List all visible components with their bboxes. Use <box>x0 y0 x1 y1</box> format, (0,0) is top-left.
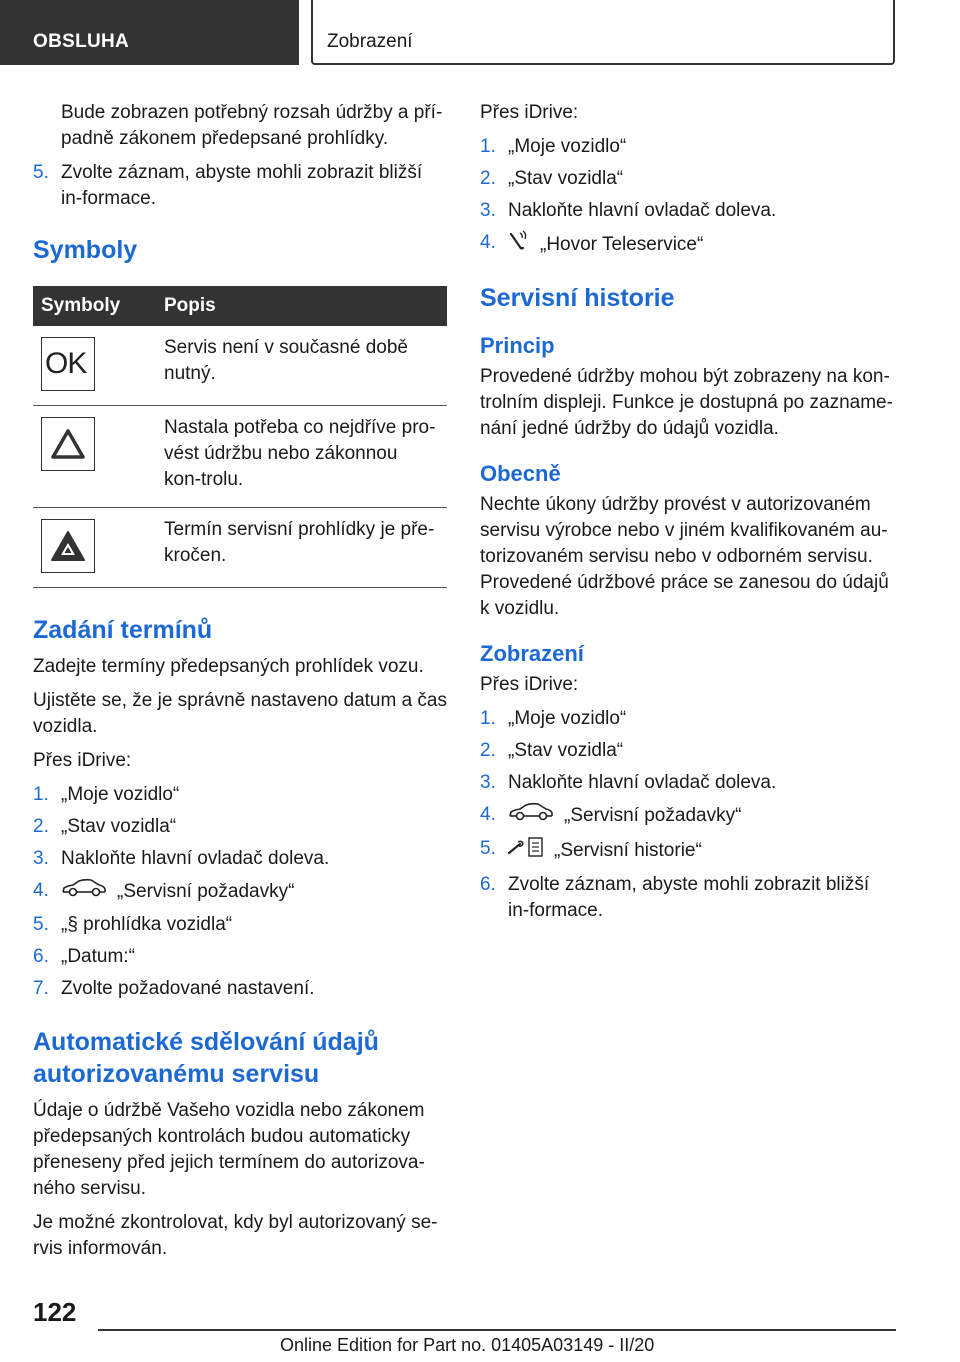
warning-triangle-outline-icon <box>41 417 95 471</box>
list-item <box>480 134 894 160</box>
list-item <box>480 230 894 260</box>
step-number: 1. <box>33 784 49 805</box>
step-text: Nakloňte hlavní ovladač doleva. <box>508 772 777 793</box>
chapter-tab <box>311 0 895 65</box>
row-description: Servis není v současné době nutný. <box>156 326 447 406</box>
list-item <box>33 976 447 1002</box>
list-item <box>33 944 447 970</box>
section-title: OBSLUHA <box>33 31 130 52</box>
warning-triangle-filled-icon <box>41 519 95 573</box>
table-row <box>33 326 447 406</box>
step-text: „§ prohlídka vozidla“ <box>61 914 233 935</box>
step-text: „Servisní historie“ <box>554 840 702 862</box>
step-number: 3. <box>480 200 496 221</box>
historie-heading: Servisní historie <box>480 284 675 312</box>
section-tab <box>0 0 299 65</box>
step-text: Zvolte požadované nastavení. <box>61 978 315 999</box>
list-item <box>480 802 894 830</box>
obecne-paragraph: Nechte úkony údržby provést v autorizovaném servisu výrobce nebo v jiném kvalifikovaném au-torizovaném servisu nebo v odborném servisu. Provedené údržbové práce se zanesou do údajů k vozidlu. <box>480 494 889 619</box>
footer-divider <box>98 1329 896 1331</box>
list-item <box>33 846 447 872</box>
step-text: Nakloňte hlavní ovladač doleva. <box>61 848 330 869</box>
auto-paragraph-2: Je možné zkontrolovat, kdy byl autorizovaný se-rvis informován. <box>33 1212 438 1259</box>
step-text: Zvolte záznam, abyste mohli zobrazit bližší in-formace. <box>508 874 870 921</box>
list-item <box>33 912 447 938</box>
step-number: 4. <box>33 880 49 901</box>
row-description: Termín servisní prohlídky je pře-kročen. <box>156 508 447 588</box>
edition-info: Online Edition for Part no. 01405A03149 - II/20 <box>280 1335 655 1355</box>
step-text: „Moje vozidlo“ <box>61 784 180 805</box>
zadani-steps <box>33 782 447 1002</box>
table-header-row <box>33 286 447 326</box>
step-number: 7. <box>33 978 49 999</box>
list-item <box>480 198 894 224</box>
list-item <box>33 782 447 808</box>
auto-heading: Automatické sdělování údajů autorizovanému servisu <box>33 1028 379 1088</box>
step-number: 3. <box>480 772 496 793</box>
zobrazeni-heading: Zobrazení <box>480 641 584 666</box>
zadani-paragraph-1: Zadejte termíny předepsaných prohlídek vozu. <box>33 656 424 677</box>
step-number: 2. <box>480 740 496 761</box>
car-icon <box>508 802 554 830</box>
row-description: Nastala potřeba co nejdříve pro-vést údržbu nebo zákonnou kon-trolu. <box>156 406 447 508</box>
step-text: „Moje vozidlo“ <box>508 708 627 729</box>
page-number: 122 <box>33 1297 77 1327</box>
column-header-symbols: Symboly <box>33 286 156 326</box>
step-number: 5. <box>33 162 49 183</box>
step-number: 5. <box>33 914 49 935</box>
column-header-description: Popis <box>156 286 447 326</box>
obecne-heading: Obecně <box>480 461 561 486</box>
list-item <box>33 160 447 212</box>
step-text: „Moje vozidlo“ <box>508 136 627 157</box>
step-text: „Stav vozidla“ <box>508 740 624 761</box>
step-number: 1. <box>480 708 496 729</box>
list-item <box>480 872 894 924</box>
step-number: 4. <box>480 232 496 253</box>
car-icon <box>61 878 107 906</box>
ok-icon-label: OK <box>45 347 87 380</box>
step-text: „Servisní požadavky“ <box>117 881 295 903</box>
intro-text: Bude zobrazen potřebný rozsah údržby a pří-padně zákonem předepsané prohlídky. <box>61 102 443 149</box>
teleservice-call-icon <box>508 230 530 260</box>
step-text: „Stav vozidla“ <box>508 168 624 189</box>
list-item <box>480 706 894 732</box>
service-history-icon <box>508 836 544 866</box>
table-row <box>33 508 447 588</box>
right-column <box>480 100 894 932</box>
step-text: Nakloňte hlavní ovladač doleva. <box>508 200 777 221</box>
zadani-paragraph-3: Přes iDrive: <box>33 750 132 771</box>
step-text: „Datum:“ <box>61 946 135 967</box>
zadani-paragraph-2: Ujistěte se, že je správně nastaveno datum a čas vozidla. <box>33 690 448 737</box>
auto-paragraph-1: Údaje o údržbě Vašeho vozidla nebo zákonem předepsaných kontrolách budou automaticky přeneseny před jejich termínem do autorizova-ného servisu. <box>33 1100 425 1199</box>
list-item <box>480 738 894 764</box>
idrive-intro: Přes iDrive: <box>480 102 579 123</box>
step-text: „Stav vozidla“ <box>61 816 177 837</box>
step-text: „Hovor Teleservice“ <box>540 234 704 256</box>
zadani-heading: Zadání termínů <box>33 616 213 644</box>
princip-heading: Princip <box>480 333 555 358</box>
step-number: 6. <box>480 874 496 895</box>
step-number: 3. <box>33 848 49 869</box>
teleservice-steps <box>480 134 894 260</box>
intro-steps <box>33 160 447 212</box>
table-row <box>33 406 447 508</box>
step-number: 4. <box>480 804 496 825</box>
chapter-title: Zobrazení <box>327 31 413 52</box>
list-item <box>33 878 447 906</box>
list-item <box>480 166 894 192</box>
list-item <box>33 814 447 840</box>
ok-icon <box>41 337 95 391</box>
step-number: 5. <box>480 838 496 859</box>
step-number: 2. <box>480 168 496 189</box>
step-text: Zvolte záznam, abyste mohli zobrazit bližší in-formace. <box>61 162 423 209</box>
symboly-heading: Symboly <box>33 236 138 264</box>
step-number: 1. <box>480 136 496 157</box>
list-item <box>480 770 894 796</box>
symbols-table <box>33 286 447 588</box>
history-steps <box>480 706 894 924</box>
princip-paragraph: Provedené údržby mohou být zobrazeny na kon-trolním displeji. Funkce je dostupná po zazname-nání jedné údržby do údajů vozidla. <box>480 366 893 439</box>
list-item <box>480 836 894 866</box>
step-number: 6. <box>33 946 49 967</box>
step-number: 2. <box>33 816 49 837</box>
step-text: „Servisní požadavky“ <box>564 805 742 827</box>
zobrazeni-paragraph: Přes iDrive: <box>480 674 579 695</box>
left-column <box>33 100 447 1270</box>
